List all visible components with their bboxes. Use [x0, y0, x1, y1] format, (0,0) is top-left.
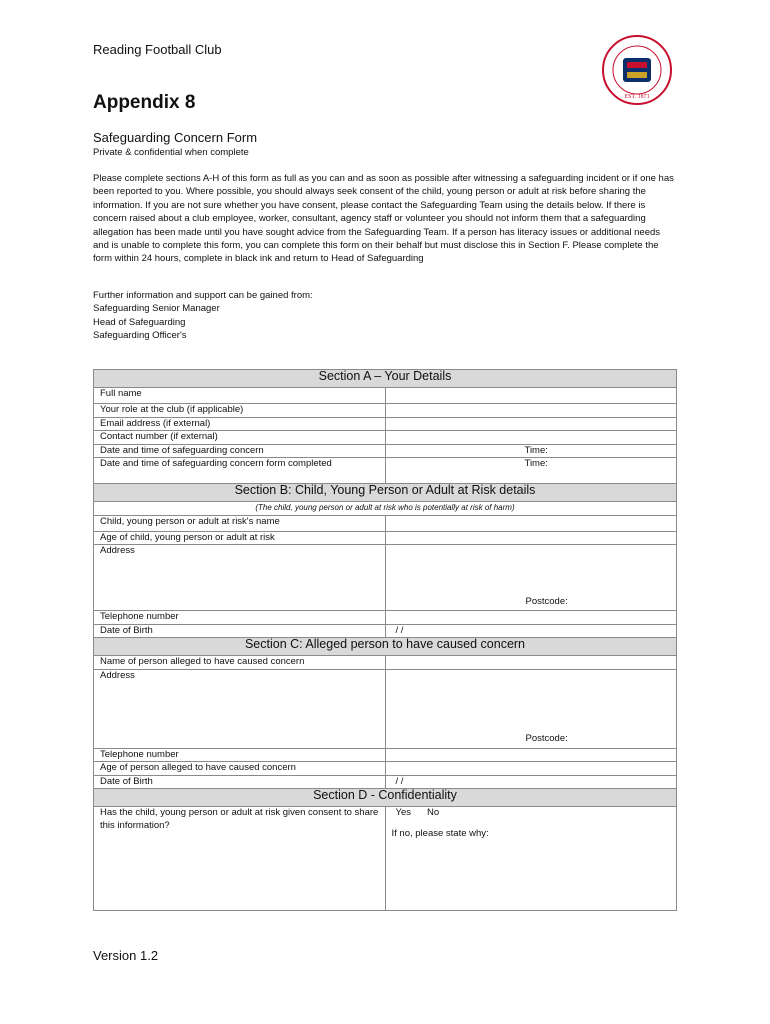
contact-number-label: Contact number (if external): [94, 431, 386, 445]
contact-number-field[interactable]: [385, 431, 677, 445]
club-crest-logo: [600, 34, 674, 106]
alleged-dob-field[interactable]: [385, 775, 677, 789]
consent-question-label: Has the child, young person or adult at risk given consent to share this information?: [94, 807, 386, 911]
postcode-label: Postcode:: [525, 733, 568, 744]
alleged-age-label: Age of person alleged to have caused concern: [94, 762, 386, 776]
if-no-label: If no, please state why:: [391, 827, 489, 839]
postcode-label: Postcode:: [525, 595, 568, 607]
section-b-heading: Section B: Child, Young Person or Adult at Risk details: [94, 484, 677, 502]
further-info-intro: Further information and support can be gained from:: [93, 290, 313, 301]
form-subtitle: Private & confidential when complete: [93, 147, 249, 158]
at-risk-age-field[interactable]: [385, 531, 677, 545]
version-footer: Version 1.2: [93, 948, 159, 963]
form-completed-datetime-field[interactable]: [385, 458, 677, 484]
concern-datetime-label: Date and time of safeguarding concern: [94, 444, 386, 458]
form-title: Safeguarding Concern Form: [93, 130, 258, 145]
section-d-heading: Section D - Confidentiality: [94, 789, 677, 807]
section-a-heading: Section A – Your Details: [94, 370, 677, 388]
email-field[interactable]: [385, 417, 677, 431]
time-label: Time:: [524, 458, 548, 469]
form-completed-datetime-label: Date and time of safeguarding concern form completed: [94, 458, 386, 484]
safeguarding-form-table: [93, 369, 677, 911]
contact-item: Safeguarding Officer's: [93, 330, 187, 342]
further-info: [93, 289, 313, 343]
at-risk-address-field[interactable]: [385, 545, 677, 611]
consent-answer-field[interactable]: [385, 807, 677, 911]
full-name-label: Full name: [94, 388, 386, 404]
organisation-name: Reading Football Club: [93, 42, 222, 57]
at-risk-telephone-field[interactable]: [385, 611, 677, 625]
at-risk-name-field[interactable]: [385, 515, 677, 531]
appendix-heading: Appendix 8: [93, 92, 196, 113]
alleged-age-field[interactable]: [385, 762, 677, 776]
svg-text:EST. 1871: EST. 1871: [624, 94, 650, 100]
role-field[interactable]: [385, 404, 677, 418]
yes-option[interactable]: Yes: [395, 807, 411, 818]
at-risk-dob-field[interactable]: [385, 624, 677, 638]
role-label: Your role at the club (if applicable): [94, 404, 386, 418]
at-risk-name-label: Child, young person or adult at risk's name: [94, 515, 386, 531]
full-name-field[interactable]: [385, 388, 677, 404]
concern-datetime-field[interactable]: [385, 444, 677, 458]
alleged-name-field[interactable]: [385, 656, 677, 670]
contact-item: Head of Safeguarding: [93, 316, 186, 328]
at-risk-telephone-label: Telephone number: [94, 611, 386, 625]
alleged-telephone-field[interactable]: [385, 748, 677, 762]
section-b-note: (The child, young person or adult at risk who is potentially at risk of harm): [94, 502, 677, 516]
alleged-name-label: Name of person alleged to have caused concern: [94, 656, 386, 670]
alleged-address-field[interactable]: [385, 669, 677, 748]
at-risk-dob-label: Date of Birth: [94, 624, 386, 638]
section-c-heading: Section C: Alleged person to have caused concern: [94, 638, 677, 656]
alleged-address-label: Address: [94, 669, 386, 748]
intro-paragraph: Please complete sections A-H of this form as full as you can and as soon as possible after witnessing a safeguarding incident or if one has been reported to you. Where possible, you should always seek consent of the child, young person or adult at risk before sharing the information. If you are not sure whether you have consent, please contact the Safeguarding Team using the details below. If there is concern raised about a club employee, worker, consultant, agency staff or volunteer you should not inform them that a safeguarding allegation has been made until you have sought advice from the Safeguarding Team. If a person has literacy issues or additional needs and is unable to complete this form, you can complete this form on their behalf but must disclose this in Section F. Please complete the form within 24 hours, complete in black ink and return to Head of Safeguarding: [93, 173, 674, 265]
alleged-telephone-label: Telephone number: [94, 748, 386, 762]
at-risk-address-label: Address: [94, 545, 386, 611]
dob-separators: / /: [395, 624, 404, 636]
alleged-dob-label: Date of Birth: [94, 775, 386, 789]
at-risk-age-label: Age of child, young person or adult at risk: [94, 531, 386, 545]
no-option[interactable]: No: [427, 807, 440, 818]
contact-item: Safeguarding Senior Manager: [93, 303, 220, 315]
time-label: Time:: [524, 444, 548, 456]
email-label: Email address (if external): [94, 417, 386, 431]
dob-separators: / /: [395, 775, 404, 787]
